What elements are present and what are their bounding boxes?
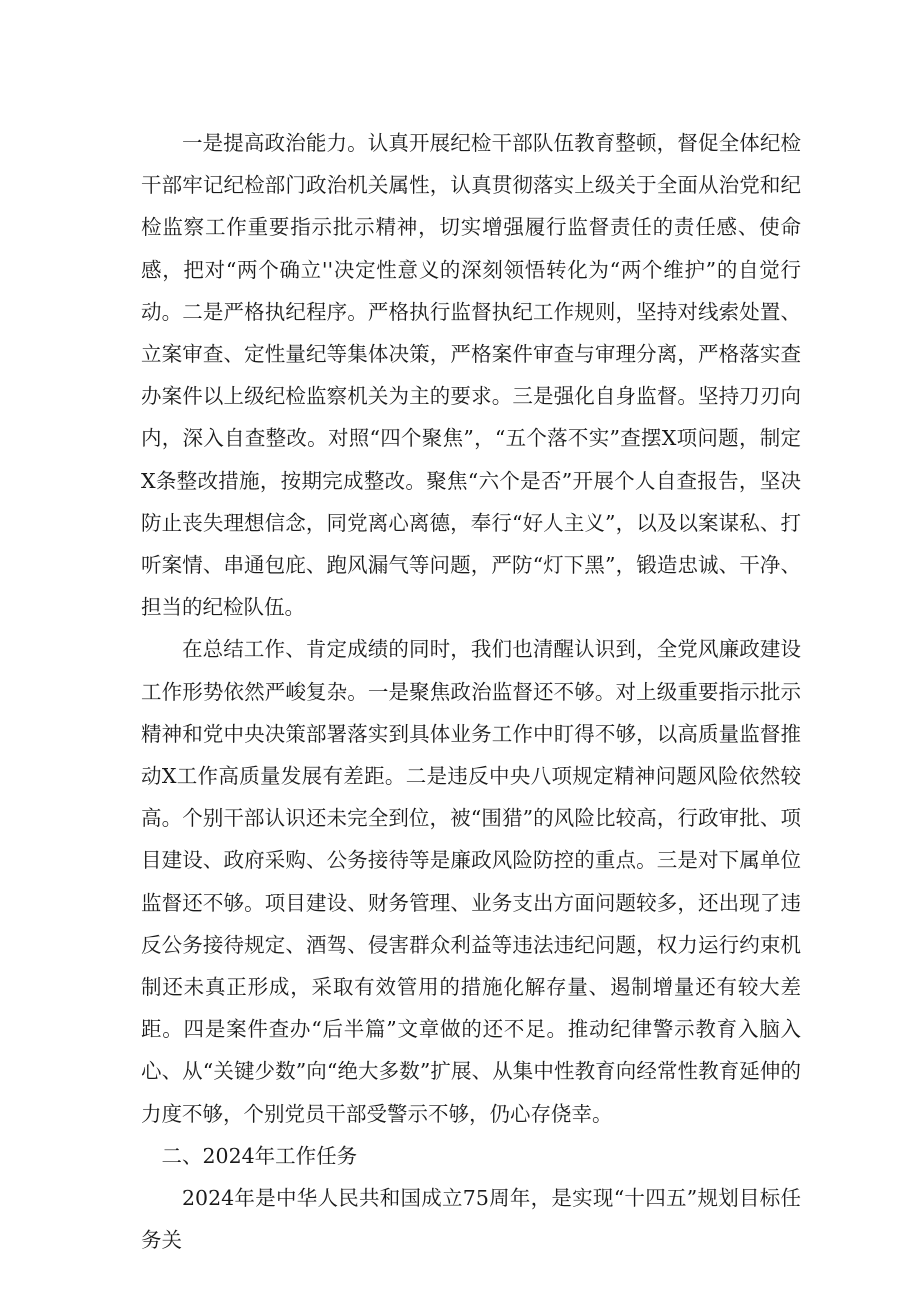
document-body xyxy=(141,122,801,1261)
paragraph-2024-intro: 2024年是中华人民共和国成立75周年，是实现“十四五”规划目标任务关 xyxy=(141,1186,801,1253)
section-heading-text: 二、2024年工作任务 xyxy=(161,1143,358,1168)
paragraph-problems-summary: 在总结工作、肯定成绩的同时，我们也清醒认识到，全党风廉政建设工作形势依然严峻复杂。一是聚焦政治监督还不够。对上级重要指示批示精神和党中央决策部署落实到具体业务工作中盯得不够，以高质量监督推动X工作高质量发展有差距。二是违反中央八项规定精神问题风险依然较高。个别干部认识还未完全到位，被“围猎”的风险比较高，行政审批、项目建设、政府采购、公务接待等是廉政风险防控的重点。三是对下属单位监督还不够。项目建设、财务管理、业务支出方面问题较多，还出现了违反公务接待规定、酒驾、侵害群众利益等违法违纪问题，权力运行约束机制还未真正形成，采取有效管用的措施化解存量、遏制增量还有较大差距。四是案件查办“后半篇”文章做的还不足。推动纪律警示教育入脑入心、从“关键少数”向“绝大多数”扩展、从集中性教育向经常性教育延伸的力度不够，个别党员干部受警示不够，仍心存侥幸。 xyxy=(141,637,801,1126)
section-heading xyxy=(141,1135,801,1177)
paragraph-political-ability: 一是提高政治能力。认真开展纪检干部队伍教育整顿，督促全体纪检干部牢记纪检部门政治机关属性，认真贯彻落实上级关于全面从治党和纪检监察工作重要指示批示精神，切实增强履行监督责任的责任感、使命感，把对“两个确立''决定性意义的深刻领悟转化为“两个维护”的自觉行动。二是严格执纪程序。严格执行监督执纪工作规则，坚持对线索处置、立案审查、定性量纪等集体决策，严格案件审查与审理分离，严格落实查办案件以上级纪检监察机关为主的要求。三是强化自身监督。坚持刀刃向内，深入自查整改。对照“四个聚焦”，“五个落不实”查摆X项问题，制定X条整改措施，按期完成整改。聚焦“六个是否”开展个人自查报告，坚决防止丧失理想信念，同党离心离德，奉行“好人主义”，以及以案谋私、打听案情、串通包庇、跑风漏气等问题，严防“灯下黑”，锻造忠诚、干净、担当的纪检队伍。 xyxy=(141,131,801,620)
